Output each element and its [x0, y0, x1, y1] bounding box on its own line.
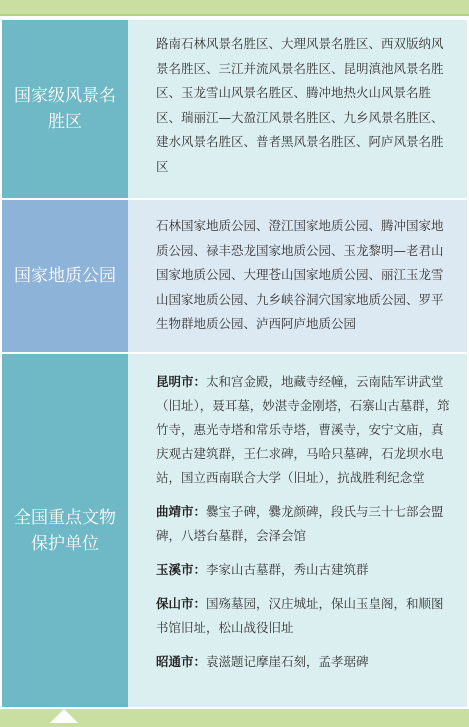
row-content-scenic-areas: 路南石林风景名胜区、大理风景名胜区、西双版纳风景名胜区、三江并流风景名胜区、昆明滇池风景名胜区、玉龙雪山风景名胜区、腾冲地热火山风景名胜区、瑞丽江—大盈江风景名胜区、九乡风景名胜区、建水风景名胜区、普者黑风景名胜区、阿庐风景名胜区: [128, 20, 467, 198]
row-label-geoparks: 国家地质公园: [2, 200, 128, 352]
city-name: 昭通市：: [156, 654, 207, 669]
row-label-heritage-sites: 全国重点文物保护单位: [2, 354, 128, 707]
top-decorative-band: [0, 0, 469, 16]
city-sites: 爨宝子碑，爨龙颜碑，段氏与三十七部会盟碑，八塔台墓群，会泽会馆: [156, 504, 444, 543]
row-label-scenic-areas: 国家级风景名胜区: [2, 20, 128, 198]
city-sites: 国殇墓园，汉庄城址，保山玉皇阁，和顺图书馆旧址，松山战役旧址: [156, 596, 444, 635]
bottom-decorative-band: [0, 709, 469, 727]
city-sites: 李家山古墓群，秀山古建筑群: [206, 562, 369, 577]
city-entry-kunming: [156, 370, 453, 490]
up-arrow-notch-icon: [50, 709, 78, 723]
row-geoparks: [0, 200, 469, 352]
city-name: 玉溪市：: [156, 562, 207, 577]
city-sites: 太和宫金殿，地藏寺经幢，云南陆军讲武堂（旧址），聂耳墓，妙湛寺金刚塔，石寨山古墓群，筇竹寺，惠光寺塔和常乐寺塔，曹溪寺，安宁文庙，真庆观古建筑群，王仁求碑，马哈只墓碑，石龙坝水电站，国立西南联合大学（旧址），抗战胜利纪念堂: [156, 374, 450, 485]
city-sites: 袁滋题记摩崖石刻，孟孝琚碑: [206, 654, 369, 669]
row-content-heritage-sites: [128, 354, 467, 707]
city-entry-baoshan: [156, 592, 453, 640]
top-band-line: [0, 14, 469, 16]
city-name: 昆明市：: [156, 374, 207, 389]
city-name: 曲靖市：: [156, 504, 207, 519]
row-content-geoparks: 石林国家地质公园、澄江国家地质公园、腾冲国家地质公园、禄丰恐龙国家地质公园、玉龙黎明—老君山国家地质公园、大理苍山国家地质公园、丽江玉龙雪山国家地质公园、九乡峡谷洞穴国家地质公园、罗平生物群地质公园、泸西阿庐地质公园: [128, 200, 467, 352]
city-entry-yuxi: [156, 558, 453, 582]
city-name: 保山市：: [156, 596, 207, 611]
city-entry-zhaotong: [156, 650, 453, 674]
row-heritage-sites: [0, 354, 469, 707]
city-entry-qujing: [156, 500, 453, 548]
row-scenic-areas: [0, 20, 469, 198]
